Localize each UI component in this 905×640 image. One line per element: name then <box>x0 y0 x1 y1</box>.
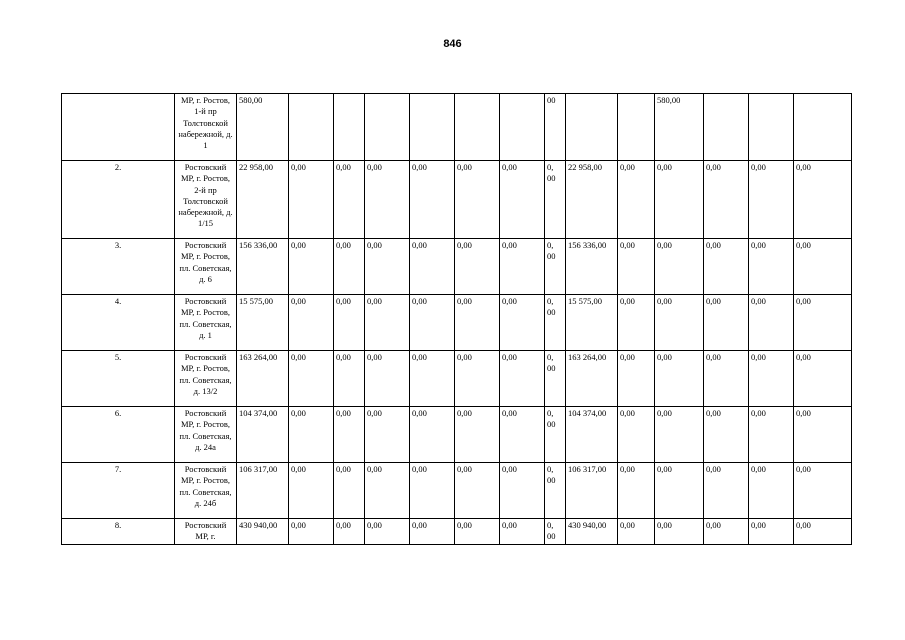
value-cell: 0,00 <box>289 463 334 519</box>
row-number <box>62 94 175 161</box>
value-cell: 0, 00 <box>545 161 566 239</box>
value-cell: 0,00 <box>365 239 410 295</box>
row-number: 7. <box>62 463 175 519</box>
row-number: 8. <box>62 519 175 545</box>
value-cell: 0,00 <box>794 407 852 463</box>
value-cell: 0,00 <box>655 463 704 519</box>
value-cell: 0,00 <box>455 239 500 295</box>
address-cell: Ростовский МР, г. Ростов, 2-й пр Толстовской набережной, д. 1/15 <box>175 161 237 239</box>
value-cell: 0,00 <box>455 351 500 407</box>
value-cell: 0,00 <box>794 161 852 239</box>
budget-table <box>61 93 852 545</box>
value-cell: 0,00 <box>794 239 852 295</box>
value-cell: 0,00 <box>500 295 545 351</box>
value-cell: 0,00 <box>455 161 500 239</box>
value-cell: 0,00 <box>704 161 749 239</box>
table-row <box>62 161 852 239</box>
value-cell <box>365 94 410 161</box>
value-cell <box>289 94 334 161</box>
value-cell: 22 958,00 <box>237 161 289 239</box>
value-cell: 0,00 <box>365 463 410 519</box>
value-cell: 430 940,00 <box>237 519 289 545</box>
address-cell: Ростовский МР, г. Ростов, пл. Советская, д. 13/2 <box>175 351 237 407</box>
value-cell: 0,00 <box>334 295 365 351</box>
address-cell: МР, г. Ростов, 1-й пр Толстовской набережной, д. 1 <box>175 94 237 161</box>
value-cell: 0,00 <box>704 351 749 407</box>
value-cell: 0,00 <box>704 407 749 463</box>
value-cell <box>334 94 365 161</box>
value-cell: 0,00 <box>655 519 704 545</box>
value-cell <box>704 94 749 161</box>
table-row <box>62 407 852 463</box>
value-cell: 0,00 <box>334 351 365 407</box>
value-cell: 0,00 <box>618 239 655 295</box>
value-cell: 0,00 <box>749 407 794 463</box>
table-row <box>62 519 852 545</box>
row-number: 6. <box>62 407 175 463</box>
value-cell <box>500 94 545 161</box>
value-cell: 0,00 <box>749 295 794 351</box>
address-cell: Ростовский МР, г. Ростов, пл. Советская, д. 24б <box>175 463 237 519</box>
value-cell: 0,00 <box>794 295 852 351</box>
value-cell: 0,00 <box>500 351 545 407</box>
value-cell: 0,00 <box>410 295 455 351</box>
value-cell <box>410 94 455 161</box>
value-cell: 0,00 <box>618 161 655 239</box>
table-row <box>62 94 852 161</box>
value-cell: 0,00 <box>704 295 749 351</box>
value-cell: 0,00 <box>455 519 500 545</box>
value-cell: 0,00 <box>704 519 749 545</box>
value-cell: 0, 00 <box>545 351 566 407</box>
value-cell: 0,00 <box>455 463 500 519</box>
value-cell: 0,00 <box>500 239 545 295</box>
value-cell: 0, 00 <box>545 407 566 463</box>
value-cell: 0,00 <box>655 239 704 295</box>
value-cell <box>618 94 655 161</box>
value-cell: 0,00 <box>749 161 794 239</box>
table-row <box>62 351 852 407</box>
value-cell: 0,00 <box>794 351 852 407</box>
value-cell: 156 336,00 <box>566 239 618 295</box>
value-cell: 163 264,00 <box>566 351 618 407</box>
value-cell: 0,00 <box>794 519 852 545</box>
value-cell: 0,00 <box>365 295 410 351</box>
value-cell: 0,00 <box>655 295 704 351</box>
row-number: 5. <box>62 351 175 407</box>
value-cell: 0,00 <box>289 351 334 407</box>
value-cell: 0,00 <box>618 351 655 407</box>
value-cell: 15 575,00 <box>237 295 289 351</box>
value-cell: 15 575,00 <box>566 295 618 351</box>
table-row <box>62 239 852 295</box>
value-cell: 0,00 <box>289 519 334 545</box>
address-cell: Ростовский МР, г. Ростов, пл. Советская, д. 6 <box>175 239 237 295</box>
value-cell: 0,00 <box>500 161 545 239</box>
value-cell: 0,00 <box>618 463 655 519</box>
value-cell: 0,00 <box>704 463 749 519</box>
value-cell <box>455 94 500 161</box>
value-cell: 0,00 <box>500 463 545 519</box>
value-cell: 0, 00 <box>545 519 566 545</box>
value-cell: 104 374,00 <box>566 407 618 463</box>
value-cell: 104 374,00 <box>237 407 289 463</box>
value-cell: 0,00 <box>500 519 545 545</box>
value-cell: 0, 00 <box>545 239 566 295</box>
value-cell: 0,00 <box>655 351 704 407</box>
value-cell: 106 317,00 <box>566 463 618 519</box>
value-cell: 156 336,00 <box>237 239 289 295</box>
value-cell <box>749 94 794 161</box>
value-cell: 0,00 <box>289 239 334 295</box>
value-cell: 0,00 <box>334 463 365 519</box>
page-number: 846 <box>443 38 462 50</box>
value-cell: 0,00 <box>365 519 410 545</box>
value-cell: 0,00 <box>365 161 410 239</box>
value-cell: 0,00 <box>749 463 794 519</box>
value-cell: 0,00 <box>794 463 852 519</box>
value-cell: 0,00 <box>289 407 334 463</box>
value-cell: 0,00 <box>749 519 794 545</box>
value-cell: 0,00 <box>410 161 455 239</box>
value-cell: 0,00 <box>410 407 455 463</box>
address-cell: Ростовский МР, г. Ростов, пл. Советская, д. 24а <box>175 407 237 463</box>
address-cell: Ростовский МР, г. <box>175 519 237 545</box>
value-cell: 0,00 <box>365 351 410 407</box>
table-row <box>62 295 852 351</box>
row-number: 2. <box>62 161 175 239</box>
value-cell: 0,00 <box>410 239 455 295</box>
value-cell: 0,00 <box>410 463 455 519</box>
row-number: 3. <box>62 239 175 295</box>
value-cell: 580,00 <box>655 94 704 161</box>
value-cell: 0,00 <box>365 407 410 463</box>
value-cell: 0,00 <box>334 239 365 295</box>
value-cell: 22 958,00 <box>566 161 618 239</box>
value-cell: 0,00 <box>410 519 455 545</box>
value-cell: 0,00 <box>455 295 500 351</box>
value-cell: 0,00 <box>289 161 334 239</box>
value-cell: 0,00 <box>655 161 704 239</box>
value-cell: 0,00 <box>500 407 545 463</box>
value-cell <box>566 94 618 161</box>
value-cell: 0, 00 <box>545 295 566 351</box>
value-cell: 0,00 <box>334 519 365 545</box>
value-cell: 163 264,00 <box>237 351 289 407</box>
value-cell: 0,00 <box>289 295 334 351</box>
value-cell: 0, 00 <box>545 463 566 519</box>
value-cell: 580,00 <box>237 94 289 161</box>
value-cell: 430 940,00 <box>566 519 618 545</box>
value-cell: 0,00 <box>749 351 794 407</box>
value-cell: 0,00 <box>334 407 365 463</box>
value-cell: 0,00 <box>618 295 655 351</box>
value-cell: 0,00 <box>455 407 500 463</box>
value-cell: 0,00 <box>749 239 794 295</box>
value-cell: 0,00 <box>618 407 655 463</box>
value-cell: 0,00 <box>655 407 704 463</box>
value-cell: 0,00 <box>704 239 749 295</box>
value-cell <box>794 94 852 161</box>
value-cell: 00 <box>545 94 566 161</box>
table-row <box>62 463 852 519</box>
value-cell: 0,00 <box>618 519 655 545</box>
value-cell: 0,00 <box>334 161 365 239</box>
value-cell: 106 317,00 <box>237 463 289 519</box>
value-cell: 0,00 <box>410 351 455 407</box>
address-cell: Ростовский МР, г. Ростов, пл. Советская, д. 1 <box>175 295 237 351</box>
row-number: 4. <box>62 295 175 351</box>
